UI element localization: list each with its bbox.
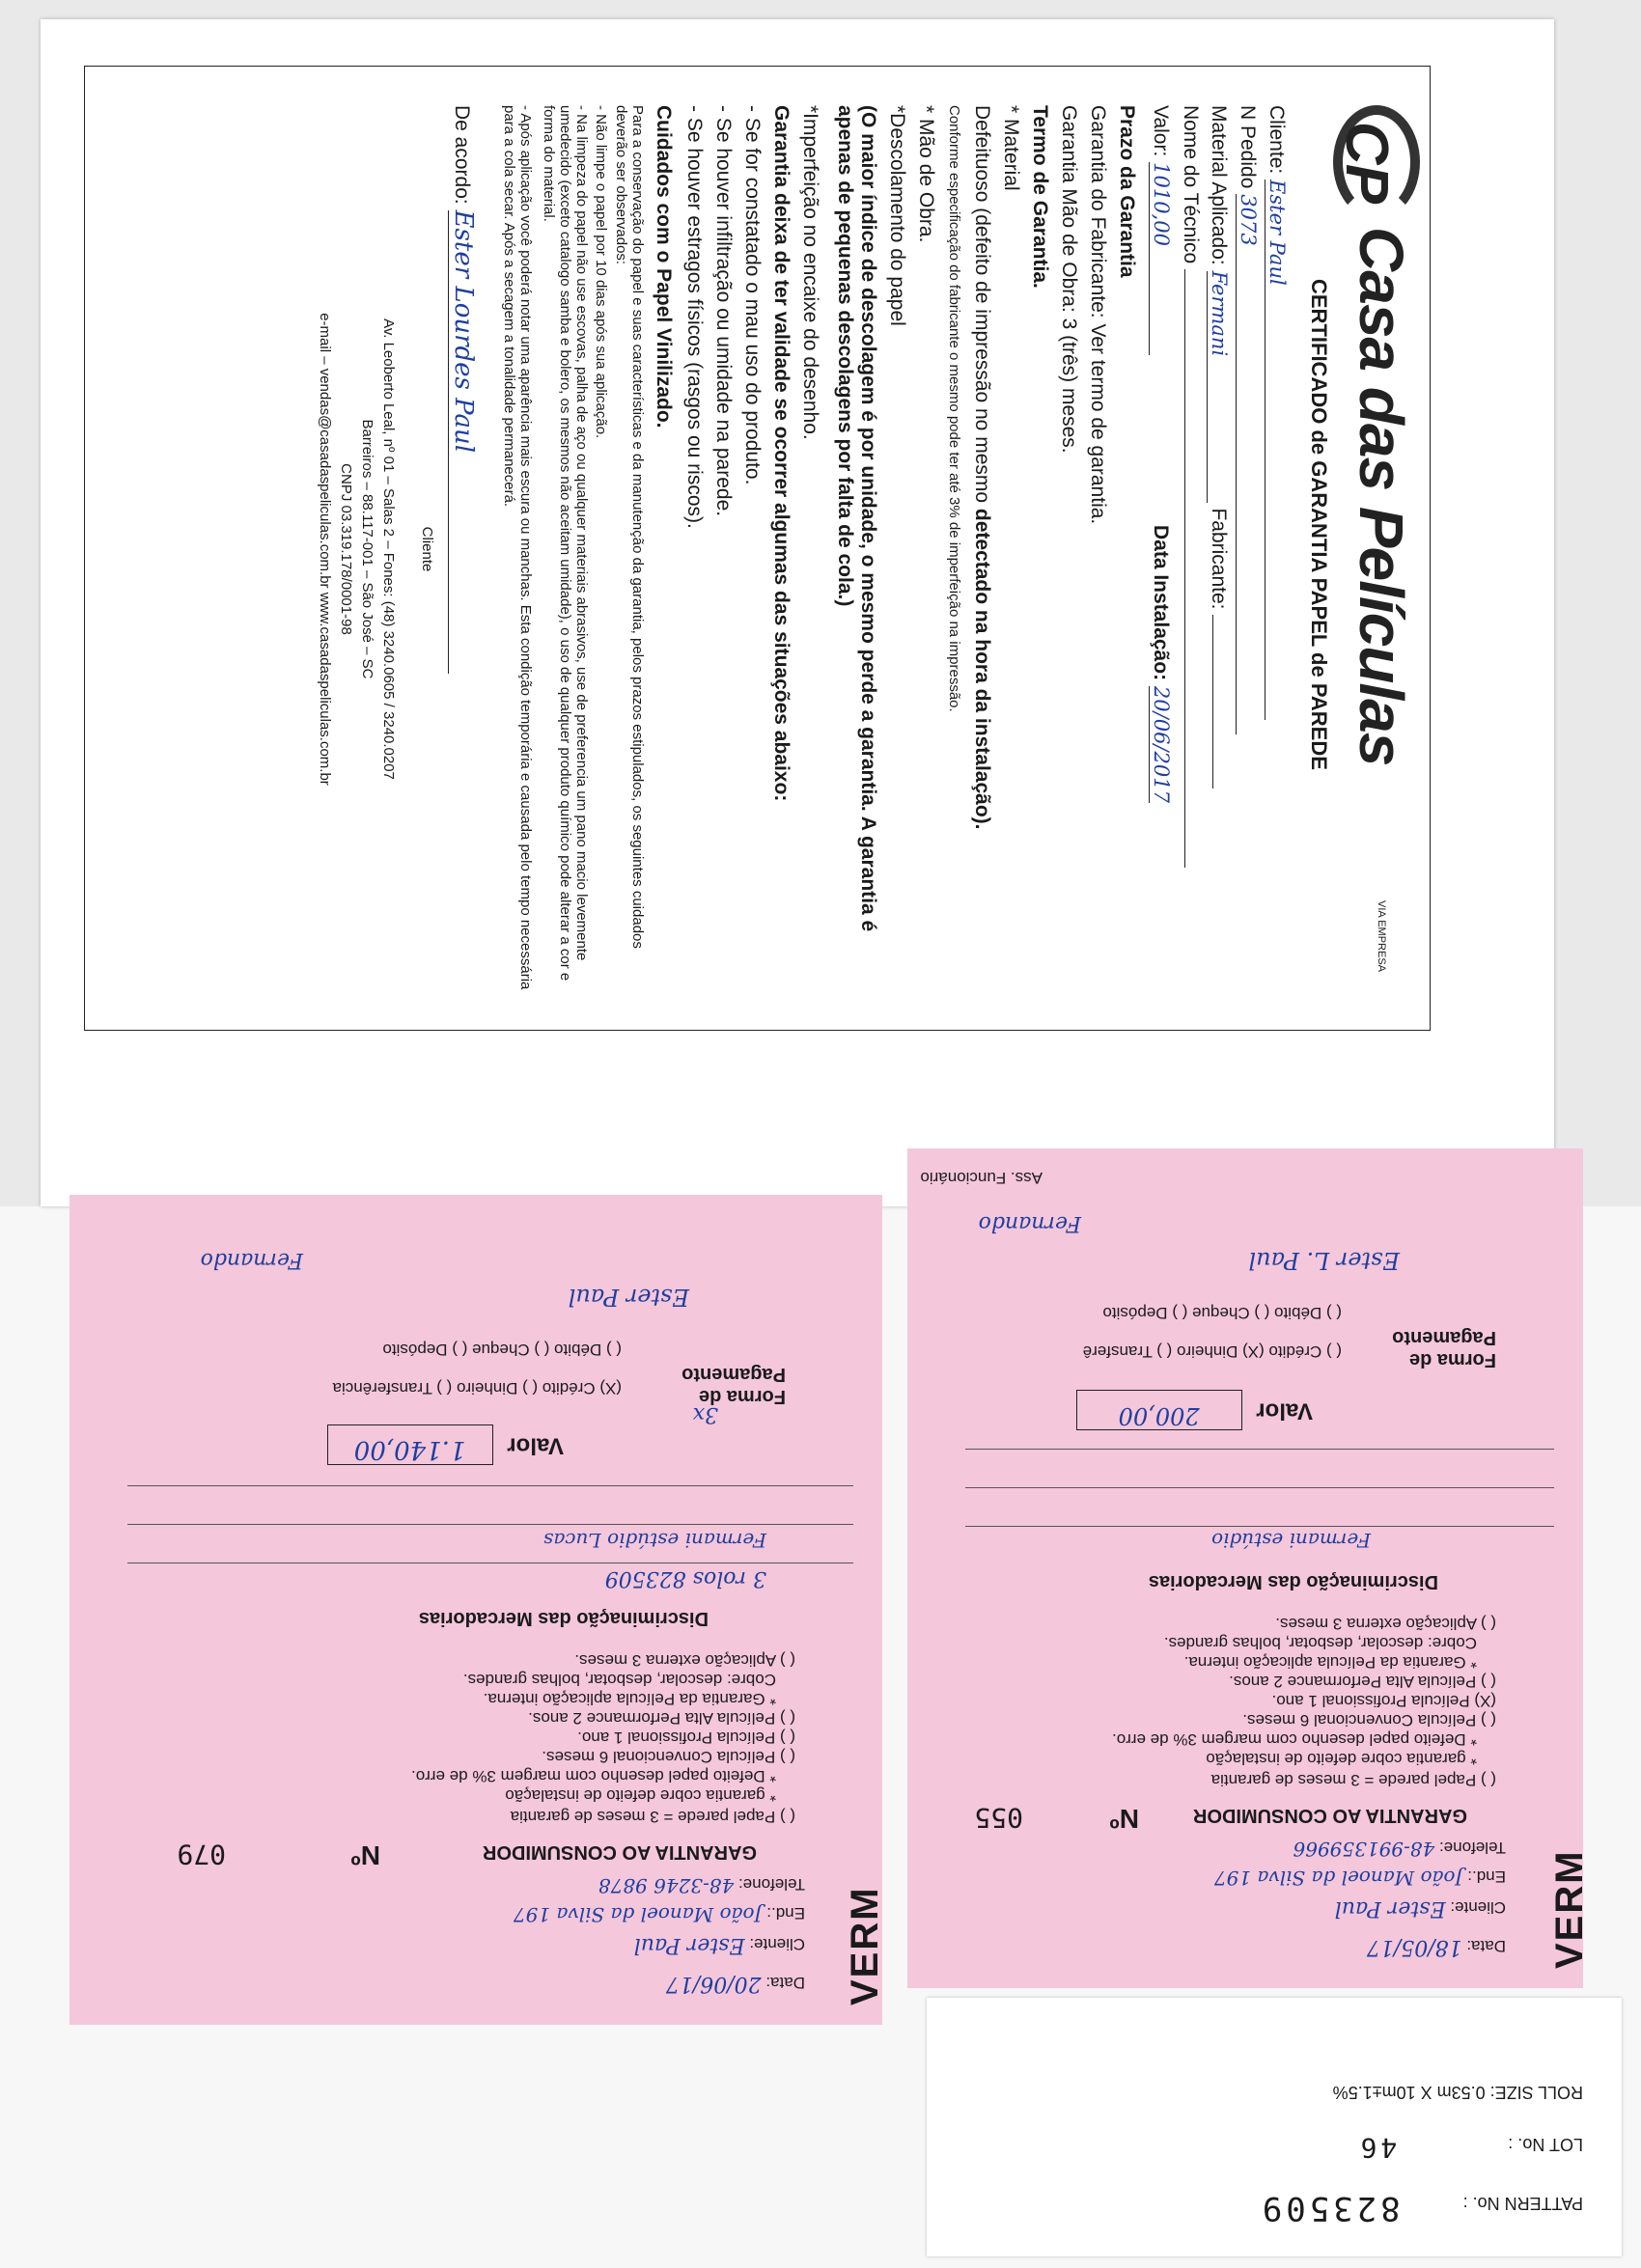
receipt-brand: VERM: [1548, 1849, 1591, 1969]
via-label: VIA EMPRESA: [1376, 900, 1387, 972]
cuidados-item-2: - Na limpeza do papel não use escovas, palha de aço ou qualquer materiais abrasivos, use de preferencia um pano macio levemente umedecido (exceto catalogo samba e bolero, os mesmos não aceitam umidade), o uso de qualquer produto químico pode alterar a cor e forma do material.: [541, 105, 590, 982]
receipt-079: [70, 1195, 886, 2025]
address-line-4: e-mail – vendas@casadaspeliculas.com.br www.casadaspeliculas.com.br: [317, 313, 333, 786]
receipt-valor: Valor 1.140,00: [327, 1424, 564, 1465]
receipt-line: [965, 1487, 1554, 1488]
termo-material: * Material: [1000, 105, 1022, 191]
receipt-option-1: * garantia cobre defeito de instalação: [1206, 1750, 1477, 1768]
termo-indice: (O maior índice de descolagem é por unidade, o mesmo perde a garantia. A garantia é apenas de pequenas descolagens por falta de cola.): [834, 105, 879, 932]
validade-item-1: - Se for constatado o mau uso do produto.: [741, 105, 764, 485]
receipt-option-8: ( ) Aplicação externa 3 meses.: [574, 1651, 795, 1670]
receipt-end: End.: João Manoel da Silva 197: [1213, 1867, 1506, 1890]
acordo-row: De acordo: Ester Lourdes Paul: [448, 105, 478, 674]
receipt-option-5: ( ) Película Alta Performance 2 anos.: [528, 1709, 795, 1728]
pedido-row: N Pedido 3073: [1236, 105, 1260, 734]
receipt-discriminacao-line-0: Fermani estúdio: [1211, 1529, 1371, 1552]
address-line-3: CNPJ 03.319.178/0001-98: [338, 463, 354, 635]
receipt-data: Data: 20/06/17: [665, 1972, 805, 1996]
roll-label: [927, 1998, 1622, 2256]
cuidados-title: Cuidados com o Papel Vinilizado.: [653, 105, 675, 429]
receipt-discriminacao-line-0: 3 rolos 823509: [604, 1566, 766, 1590]
receipt-forma-row-2: ( ) Débito ( ) Cheque ( ) Depósito: [1102, 1304, 1342, 1322]
cp-logo-icon: CP: [1333, 105, 1420, 219]
receipt-end: End.: João Manoel da Silva 197: [513, 1903, 805, 1926]
certificate-title: CERTIFICADO de GARANTIA PAPEL de PAREDE: [1307, 279, 1331, 770]
receipt-no-label: Nº: [350, 1840, 380, 1870]
receipt-055: [907, 1148, 1591, 1988]
receipt-forma-row-1: (X) Crédito ( ) Dinheiro ( ) Transferência: [332, 1379, 622, 1397]
cuidados-item-1: - Não limpe o papel por 10 dias após sua aplicação.: [593, 105, 609, 439]
receipt-cliente: Cliente: Ester Paul: [1334, 1896, 1506, 1921]
receipt-line: [127, 1485, 853, 1486]
receipt-title: GARANTIA AO CONSUMIDOR: [482, 1841, 757, 1863]
receipt-discriminacao-line-1: Fermani estúdio Lucas: [543, 1529, 766, 1552]
receipt-forma-row-2: ( ) Débito ( ) Cheque ( ) Depósito: [382, 1341, 622, 1359]
cliente-value: Ester Paul: [1265, 180, 1289, 720]
receipt-option-7: Cobre: descolar, desbotar, bolhas grandes.: [1163, 1634, 1477, 1652]
pattern-row: PATTERN No. : 823509: [1258, 2189, 1583, 2227]
warranty-certificate: [41, 19, 1554, 1206]
prazo-title: Prazo da Garantia: [1116, 105, 1138, 278]
termo-defeituoso: Defeituoso (defeito de impressão no mesmo detectado na hora da instalação).: [971, 105, 993, 830]
address-line-2: Barreiros – 88.117-001 – São José – SC: [359, 419, 375, 679]
receipt-option-3: ( ) Película Convencional 6 meses.: [1242, 1711, 1496, 1729]
receipt-option-2: * Defeito papel desenho com margem 3% de erro.: [1112, 1730, 1477, 1749]
pattern-number: 823509: [1258, 2189, 1401, 2227]
termo-descolamento: *Descolamento do papel: [886, 105, 908, 326]
receipt-valor: Valor 200,00: [1076, 1390, 1313, 1430]
receipt-discriminacao-title: Discriminação das Mercadorias: [418, 1608, 709, 1629]
receipt-telefone: Telefone: 48-3246 9878: [598, 1874, 805, 1897]
material-value: Fermani: [1207, 271, 1231, 503]
cuidados-intro: Para a conservação do papel e suas características e da manutenção da garantia, pelos prazos estipulados, os seguintes cuidados deverão ser observados:: [613, 105, 646, 949]
address-line-1: Av. Leoberto Leal, nº 01 – Salas 2 – Fones: (48) 3240.0605 / 3240.0207: [380, 318, 397, 780]
receipt-option-4: ( ) Película Profissional 1 ano.: [577, 1729, 795, 1747]
tecnico-row: Nome do Técnico: [1179, 105, 1202, 868]
receipt-no-label: Nº: [1109, 1804, 1139, 1834]
prazo-mao-obra: Garantia Mão de Obra: 3 (três) meses.: [1058, 105, 1080, 454]
termo-mao-obra: * Mão de Obra.: [915, 105, 937, 243]
receipt-ass-funcionario: Fernando: [978, 1211, 1081, 1235]
receipt-data: Data: 18/05/17: [1366, 1935, 1506, 1959]
receipt-line: [127, 1524, 853, 1525]
receipt-forma-title: Forma de Pagamento: [1392, 1327, 1496, 1370]
validade-title: Garantia deixa de ter validade se ocorrer algumas das situações abaixo:: [770, 105, 793, 802]
receipt-option-5: ( ) Película Alta Performance 2 anos.: [1229, 1673, 1496, 1691]
tecnico-value: [1184, 269, 1185, 868]
receipt-ass-cliente: Ester Paul: [568, 1284, 689, 1311]
termo-imperfeicao: *Imperfeição no encaixe do desenho.: [799, 105, 821, 440]
receipt-number: 055: [974, 1802, 1023, 1834]
receipt-option-1: * garantia cobre defeito de instalação: [505, 1786, 776, 1805]
lot-number: 46: [1356, 2132, 1398, 2164]
termo-conforme: Conforme especificação do fabricante o mesmo pode ter até 3% de imperfeição na impressão.: [946, 105, 962, 712]
receipt-ass-cliente: Ester L. Paul: [1248, 1247, 1400, 1274]
cuidados-item-3: - Após aplicação você poderá notar uma aparência mais escura ou manchas. Esta condição temporária e causada pelo tempo necessária para a cola secar. Após a secagem a tonalidade permanecerá.: [501, 105, 534, 990]
receipt-option-6: * Garantia da Película aplicação interna.: [483, 1690, 776, 1708]
cliente-row: Cliente: Ester Paul: [1265, 105, 1289, 720]
prazo-fabricante: Garantia do Fabricante: Ver termo de garantia.: [1087, 105, 1109, 525]
receipt-option-4: (X) Película Profissional 1 ano.: [1271, 1692, 1496, 1710]
termo-title: Termo de Garantia.: [1029, 105, 1051, 289]
acordo-signature: Ester Lourdes Paul: [448, 210, 478, 674]
brand-name: Casa das Películas: [1347, 227, 1417, 766]
validade-item-3: - Se houver estragos físicos (rasgos ou riscos).: [683, 105, 706, 529]
receipt-brand: VERM: [844, 1886, 886, 2005]
receipt-cliente: Cliente: Ester Paul: [633, 1933, 805, 1957]
pedido-value: 3073: [1236, 194, 1260, 734]
receipt-option-0: ( ) Papel parede = 3 meses de garantia: [510, 1808, 795, 1826]
material-row: Material Aplicado: Fermani Fabricante:: [1207, 105, 1231, 788]
receipt-option-8: ( ) Aplicação externa 3 meses.: [1275, 1615, 1496, 1633]
receipt-number: 079: [177, 1839, 226, 1870]
receipt-line: [965, 1526, 1554, 1527]
receipt-option-7: Cobre: descolar, desbotar, bolhas grandes.: [462, 1671, 776, 1689]
receipt-discriminacao-title: Discriminação das Mercadorias: [1148, 1571, 1438, 1592]
receipt-option-2: * Defeito papel desenho com margem 3% de erro.: [411, 1767, 776, 1785]
receipt-forma-row-1: ( ) Crédito (X) Dinheiro ( ) Transferê: [1082, 1342, 1342, 1361]
cliente-caption: Cliente: [419, 526, 435, 572]
receipt-forma-title: Forma de Pagamento: [681, 1364, 786, 1407]
receipt-forma-note: 3x: [692, 1402, 718, 1426]
receipt-option-3: ( ) Película Convencional 6 meses.: [542, 1748, 795, 1766]
receipt-option-6: * Garantia da Película aplicação interna.: [1183, 1653, 1477, 1672]
brand-logo: [1333, 105, 1420, 765]
receipt-ass-funcionario-label: Ass. Funcionário: [920, 1169, 1043, 1187]
roll-size: ROLL SIZE: 0.53m X 10m±1.5%: [1332, 2083, 1583, 2102]
lot-row: LOT No. : 46: [1356, 2132, 1583, 2164]
validade-item-2: - Se houver infiltração ou umidade na parede.: [712, 105, 735, 517]
receipt-telefone: Telefone: 48-991359966: [1293, 1838, 1506, 1861]
data-instalacao-value: 20/06/2017: [1150, 685, 1173, 803]
receipt-title: GARANTIA AO CONSUMIDOR: [1192, 1805, 1467, 1826]
receipt-line: [965, 1449, 1554, 1450]
certificate-frame: [84, 66, 1431, 1031]
fabricante-value: [1212, 615, 1213, 788]
valor-data-row: Valor: 1010,00 Data Instalação: 20/06/2017: [1150, 105, 1173, 803]
receipt-ass-funcionario: Fernando: [200, 1248, 303, 1272]
valor-value: 1010,00: [1149, 162, 1173, 355]
receipt-option-0: ( ) Papel parede = 3 meses de garantia: [1210, 1771, 1496, 1789]
